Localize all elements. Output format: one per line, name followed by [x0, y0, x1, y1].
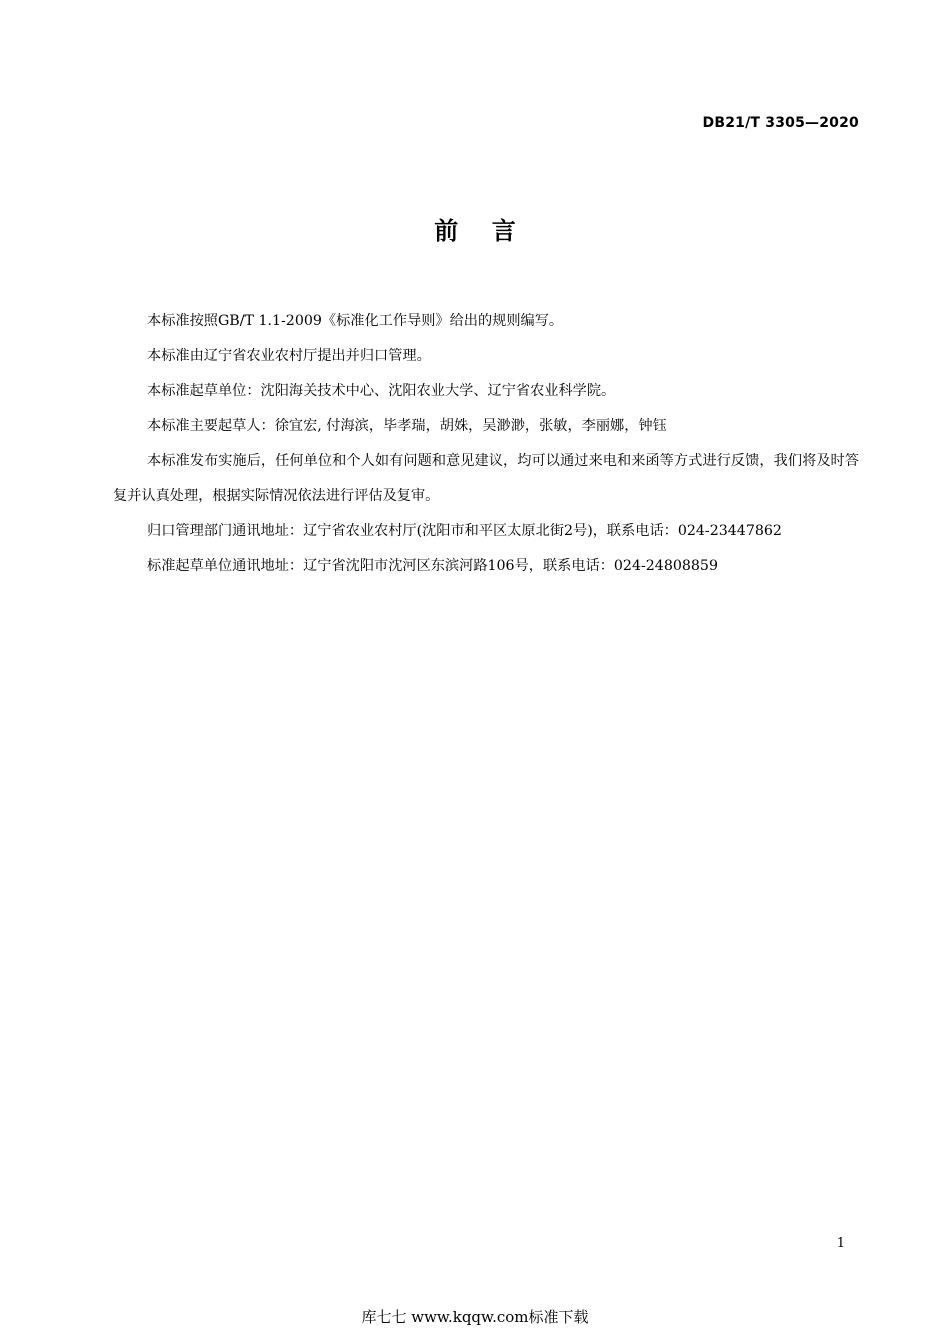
- page-title: 前 言: [434, 217, 516, 245]
- paragraph-drafting-rules: 本标准按照GB/T 1.1-2009《标准化工作导则》给出的规则编写。: [147, 313, 564, 329]
- paragraph-proposer: 本标准由辽宁省农业农村厅提出并归口管理。: [147, 348, 431, 364]
- footer-watermark: 库七七 www.kqqw.com标准下载: [361, 1308, 589, 1326]
- paragraph-main-drafters: 本标准主要起草人：徐宜宏, 付海滨，毕孝瑞，胡姝，吴渺渺，张敏，李丽娜，钟钰: [147, 418, 667, 434]
- paragraph-feedback: 本标准发布实施后，任何单位和个人如有问题和意见建议，均可以通过来电和来函等方式进行反馈，我们将及时答复并认真处理，根据实际情况依法进行评估及复审。: [113, 453, 859, 504]
- foreword-body: [113, 304, 859, 584]
- paragraph-authority-address: 归口管理部门通讯地址：辽宁省农业农村厅(沈阳市和平区太原北街2号)，联系电话：024-23447862: [147, 523, 782, 539]
- paragraph-drafting-units: 本标准起草单位：沈阳海关技术中心、沈阳农业大学、辽宁省农业科学院。: [147, 383, 616, 399]
- page-number: 1: [836, 1236, 845, 1251]
- paragraph-drafter-address: 标准起草单位通讯地址：辽宁省沈阳市沈河区东滨河路106号，联系电话：024-24808859: [147, 558, 718, 574]
- document-code: DB21/T 3305—2020: [702, 115, 859, 131]
